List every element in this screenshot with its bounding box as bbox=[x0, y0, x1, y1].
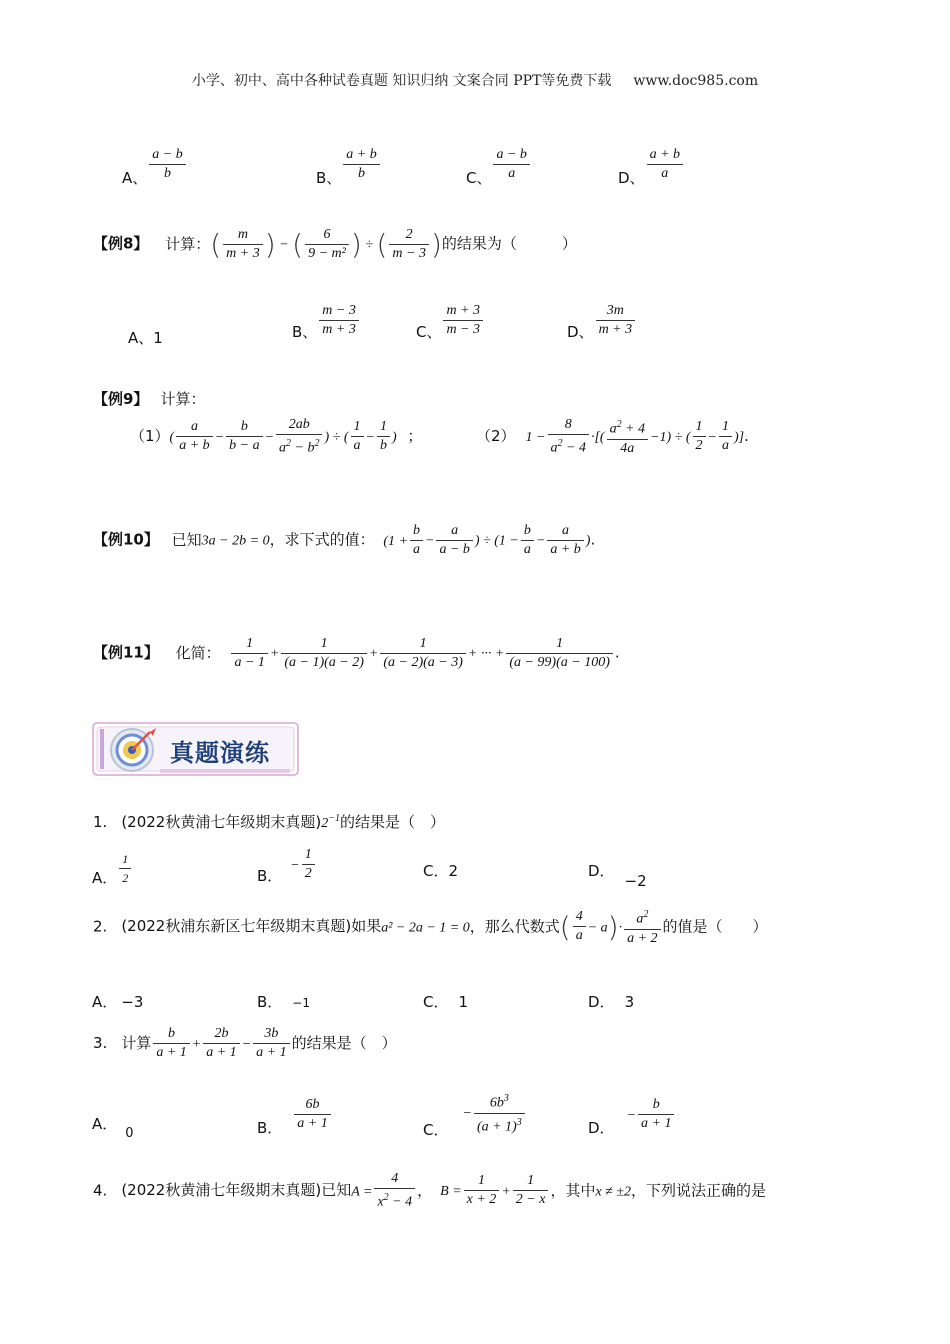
q3-option-b: B． $\frac{6b}{a + 1}$ bbox=[257, 1096, 333, 1133]
ex8-option-a: A、1 bbox=[128, 329, 163, 347]
q2-option-c: C． 1 bbox=[423, 993, 469, 1011]
question-4: 4. (2022秋黄浦七年级期末真题)已知A = $\frac{4}{x^2 - 4}$ ， B = $\frac{1}{x + 2}$ + $\frac{1}{2 - x}$ ，其中x ≠ ±2，下列说法正确的是 bbox=[93, 1171, 767, 1210]
question-1: 1. (2022秋黄浦七年级期末真题)$2^{-1}$的结果是（ ） bbox=[93, 813, 445, 831]
ex9-part-2: （2） 1 − $\frac{8}{a^2 - 4}$ ·[( $\frac{a^2 + 4}{4a}$ −1) ÷ ( $\frac{1}{2}$ − $\frac{1}{a}$ )]. bbox=[476, 417, 749, 456]
q1-option-c: C．2 bbox=[423, 862, 459, 880]
q3-option-c: C．− $\frac{6b^3}{(a + 1)^3}$ bbox=[423, 1090, 527, 1136]
ex8-option-d: D、 $\frac{3m}{m + 3}$ bbox=[567, 302, 637, 339]
example-11: 【例11】 化简： $\frac{1}{a - 1}$ + $\frac{1}{(a - 1)(a - 2)}$ + $\frac{1}{(a - 2)(a - 3)}$ + ··· + $\frac{1}{(a - 99)(a - 100)}$ . bbox=[93, 636, 620, 670]
q2-option-a: A． −3 bbox=[92, 993, 144, 1011]
q1-option-d: D．−2 bbox=[588, 862, 647, 890]
example-10: 【例10】 已知3a − 2b = 0，求下式的值： (1 + $\frac{b}{a}$ − $\frac{a}{a - b}$ ) ÷ (1 − $\frac{b}{a}$ − $\frac{a}{a + b}$ ). bbox=[93, 523, 596, 557]
header-text: 小学、初中、高中各种试卷真题 知识归纳 文案合同 PPT等免费下载 bbox=[191, 73, 612, 89]
q2-option-d: D． 3 bbox=[588, 993, 635, 1011]
banner-title: 真题演练 bbox=[170, 739, 270, 767]
example-label: 【例8】 bbox=[93, 234, 149, 253]
q1-option-a: A． $\frac{1}{2}$ bbox=[92, 850, 133, 887]
prev-option-d: D、 $\frac{a + b}{a}$ bbox=[618, 146, 685, 183]
question-2: 2. (2022秋浦东新区七年级期末真题)如果a² − 2a − 1 = 0，那么代数式( $\frac{4}{a}$ − a)· $\frac{a^2}{a + 2}$ 的值是（ ） bbox=[93, 906, 768, 948]
ex8-option-c: C、 $\frac{m + 3}{m - 3}$ bbox=[416, 302, 485, 339]
q3-option-d: D．− $\frac{b}{a + 1}$ bbox=[588, 1096, 676, 1133]
q1-option-b: B．− $\frac{1}{2}$ bbox=[257, 846, 317, 883]
prev-option-c: C、 $\frac{a - b}{a}$ bbox=[466, 146, 532, 183]
prev-option-a: A、 $\frac{a - b}{b}$ bbox=[122, 146, 188, 183]
header-site: www.doc985.com bbox=[633, 73, 759, 89]
example-9: 【例9】 计算： bbox=[93, 390, 206, 408]
page-header bbox=[0, 70, 950, 90]
example-8: 【例8】 计算：( $\frac{m}{m + 3}$ ) − ( $\frac{6}{\text{9 − m²}}$ ) ÷ ( $\frac{2}{m - 3}$ )的结果为（ ） bbox=[93, 227, 577, 261]
ex8-option-b: B、 $\frac{m - 3}{m + 3}$ bbox=[292, 302, 361, 339]
prev-option-b: B、 $\frac{a + b}{b}$ bbox=[316, 146, 382, 183]
q2-option-b: B． −1 bbox=[257, 993, 310, 1011]
q3-option-a: A．0 bbox=[92, 1115, 134, 1141]
ex9-part-1: （1）( $\frac{a}{a + b}$ − $\frac{b}{b - a}$ − $\frac{2ab}{a^2 - b^2}$ ) ÷ ( $\frac{1}{a}$ − $\frac{1}{b}$ ) ； bbox=[130, 417, 423, 456]
question-3: 3. 计算 $\frac{b}{a + 1}$ + $\frac{2b}{a + 1}$ − $\frac{3b}{a + 1}$ 的结果是（ ） bbox=[93, 1026, 397, 1060]
section-banner bbox=[92, 720, 302, 780]
